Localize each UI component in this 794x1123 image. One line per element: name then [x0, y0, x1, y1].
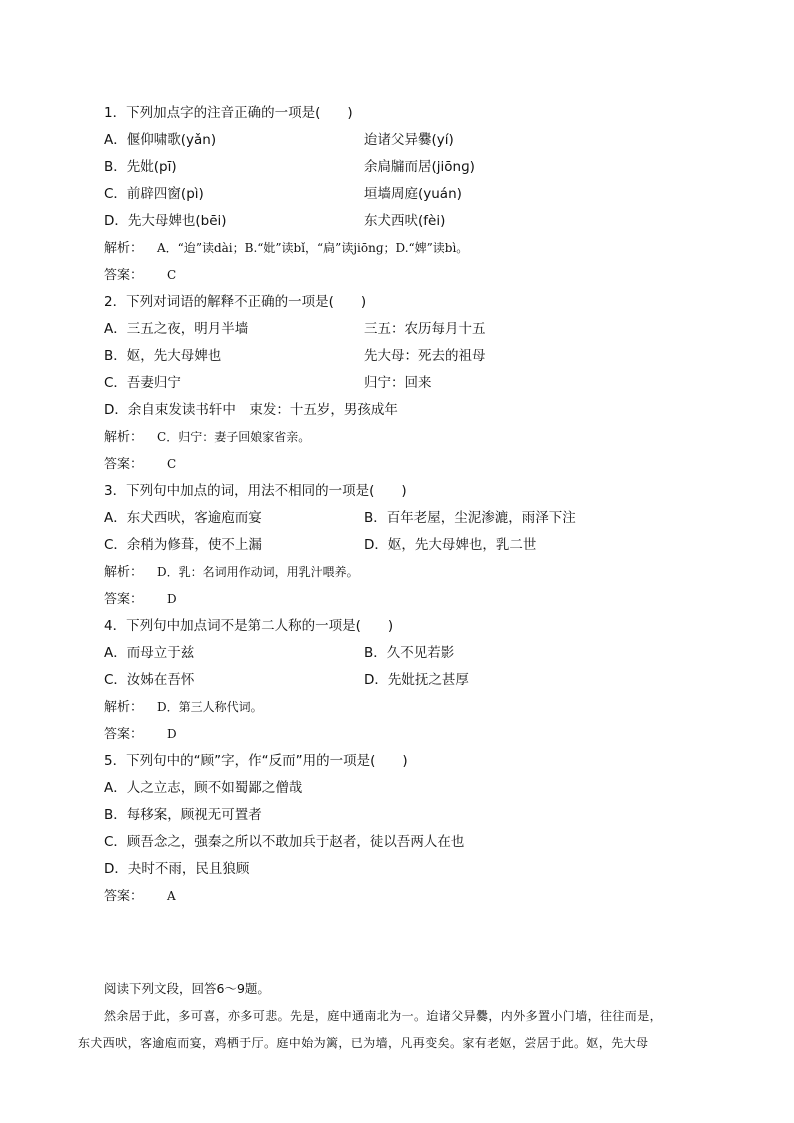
question-2-option-b-second: 先大母：死去的祖母: [364, 348, 486, 364]
answer-label: 答案：: [104, 268, 144, 283]
question-1-stem: 1．下列加点字的注音正确的一项是( ): [104, 105, 353, 121]
answer-label: 答案：: [104, 727, 144, 742]
analysis-label: 解析：: [104, 565, 144, 580]
question-4-option-d: D．先妣抚之甚厚: [364, 672, 469, 688]
answer-text: D: [167, 592, 177, 606]
answer-text: D: [167, 727, 177, 741]
question-3-stem: 3．下列句中加点的词，用法不相同的一项是( ): [104, 483, 407, 499]
question-5-option-c: C．顾吾念之，强秦之所以不敢加兵于赵者，徒以吾两人在也: [104, 834, 465, 850]
analysis-text: A．“迨”读dài；B.“妣”读bǐ，“扃”读jiōnɡ；D.“婢”读bì。: [157, 241, 469, 255]
analysis-text: C．归宁：妻子回娘家省亲。: [157, 430, 311, 444]
question-3-option-c: C．余稍为修葺，使不上漏: [104, 537, 262, 553]
question-1-option-c-second: 垣墙周庭(yuán): [364, 186, 462, 202]
question-2-option-c: C．吾妻归宁: [104, 375, 181, 391]
answer-label: 答案：: [104, 889, 144, 904]
question-1-analysis: [104, 239, 468, 258]
reading-intro: 阅读下列文段，回答6～9题。: [104, 981, 270, 996]
analysis-text: D．乳：名词用作动词，用乳汁喂养。: [157, 565, 359, 579]
analysis-text: D．第三人称代词。: [157, 700, 263, 714]
question-4-option-c: C．汝姊在吾怀: [104, 672, 195, 688]
question-1-option-a: A．偃仰啸歌(yǎn): [104, 132, 217, 148]
question-1-option-d: D．先大母婢也(bēi): [104, 213, 227, 229]
question-2-answer: [104, 455, 176, 474]
question-2-option-b: B．妪，先大母婢也: [104, 348, 222, 364]
analysis-label: 解析：: [104, 700, 144, 715]
question-2-stem: 2．下列对词语的解释不正确的一项是( ): [104, 294, 367, 310]
analysis-label: 解析：: [104, 430, 144, 445]
question-3-option-a: A．东犬西吠，客逾庖而宴: [104, 510, 262, 526]
question-5-option-a: A．人之立志，顾不如蜀鄙之僧哉: [104, 780, 303, 796]
answer-text: C: [167, 268, 177, 282]
answer-label: 答案：: [104, 457, 144, 472]
answer-label: 答案：: [104, 592, 144, 607]
question-1-answer: [104, 266, 176, 285]
question-1-option-c: C．前辟四窗(pì): [104, 186, 204, 202]
question-4-analysis: [104, 698, 263, 717]
question-4-answer: [104, 725, 177, 744]
question-1-option-b: B．先妣(pī): [104, 159, 177, 175]
reading-passage-line-2: 东犬西吠，客逾庖而宴，鸡栖于厅。庭中始为篱，已为墙，凡再变矣。家有老妪，尝居于此。妪，先大母: [78, 1036, 649, 1050]
question-4-option-a: A．而母立于兹: [104, 645, 195, 661]
question-5-answer: [104, 887, 176, 906]
question-3-option-d: D．妪，先大母婢也，乳二世: [364, 537, 537, 553]
question-2-option-c-second: 归宁：回来: [364, 375, 432, 391]
reading-passage-line-1: 然余居于此，多可喜，亦多可悲。先是，庭中通南北为一。迨诸父异爨，内外多置小门墙，往往而是，: [104, 1009, 663, 1023]
question-1-option-d-second: 东犬西吠(fèi): [364, 213, 446, 229]
question-3-answer: [104, 590, 177, 609]
question-5-option-d: D．夬时不雨，民且狼顾: [104, 861, 250, 877]
answer-text: A: [167, 889, 176, 903]
question-3-analysis: [104, 563, 359, 582]
question-2-option-a-second: 三五：农历每月十五: [364, 321, 486, 337]
question-3-option-b: B．百年老屋，尘泥渗漉，雨泽下注: [364, 510, 576, 526]
question-1-option-b-second: 余扃牖而居(jiōnɡ): [364, 159, 475, 175]
question-5-stem: 5．下列句中的“顾”字，作“反而”用的一项是( ): [104, 753, 408, 769]
question-1-option-a-second: 迨诸父异爨(yí): [364, 132, 454, 148]
question-2-option-d: D．余自束发读书轩中 束发：十五岁，男孩成年: [104, 402, 398, 418]
question-2-option-a: A．三五之夜，明月半墙: [104, 321, 249, 337]
question-4-stem: 4．下列句中加点词不是第二人称的一项是( ): [104, 618, 394, 634]
question-5-option-b: B．每移案，顾视无可置者: [104, 807, 262, 823]
question-4-option-b: B．久不见若影: [364, 645, 455, 661]
analysis-label: 解析：: [104, 241, 144, 256]
question-2-analysis: [104, 428, 310, 447]
answer-text: C: [167, 457, 177, 471]
